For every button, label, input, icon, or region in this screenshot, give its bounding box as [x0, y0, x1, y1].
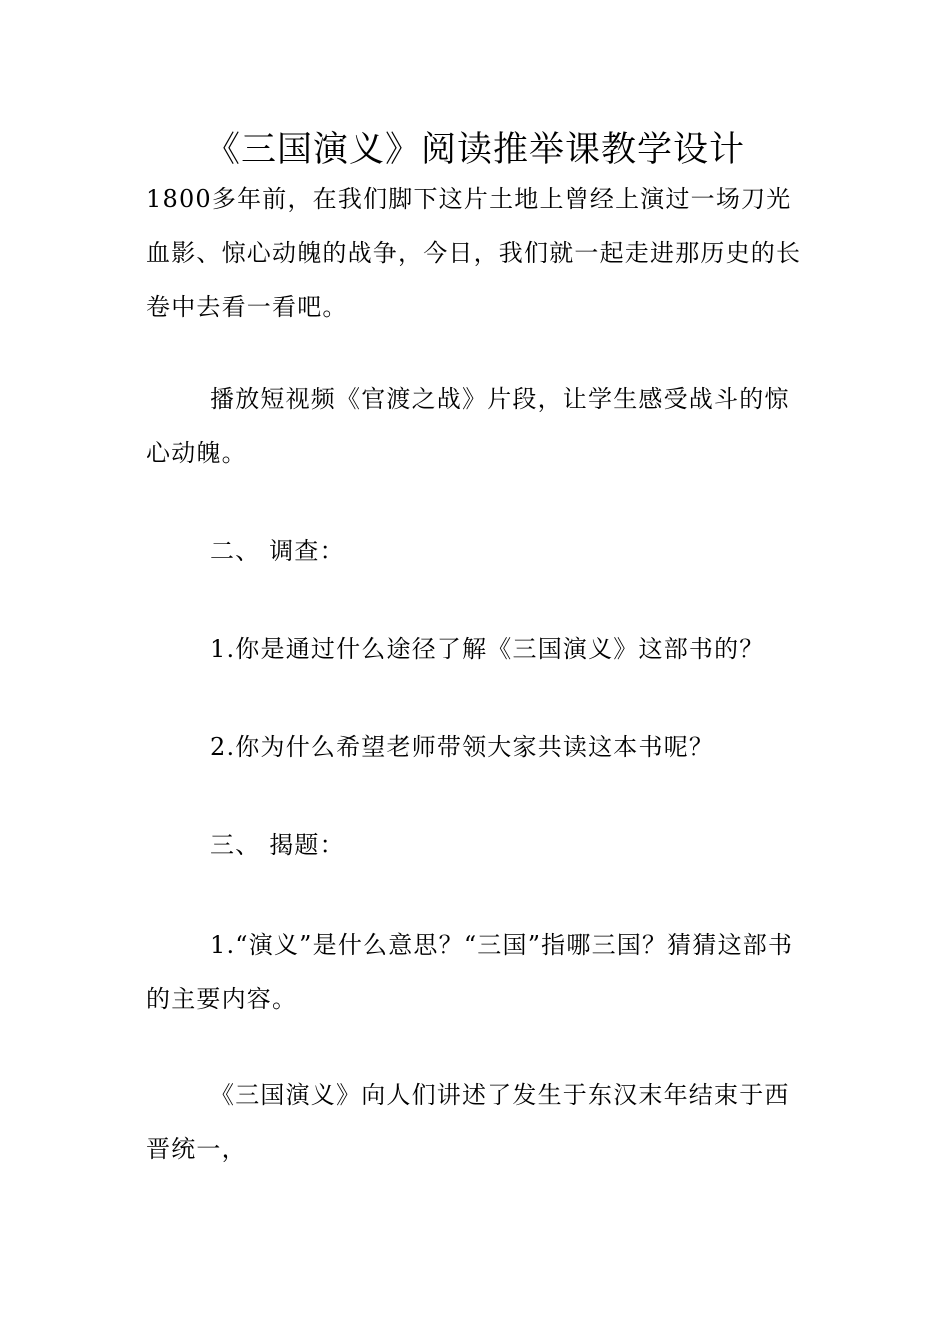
survey-question-2: 2.你为什么希望老师带领大家共读这本书呢？ [210, 733, 715, 761]
video-paragraph: 播放短视频《官渡之战》片段，让学生感受战斗的惊心动魄。 [146, 385, 790, 467]
section-heading-topic: 三、 揭题： [210, 831, 345, 859]
book-summary-paragraph: 《三国演义》向人们讲述了发生于东汉末年结束于西晋统一， [146, 1081, 790, 1163]
section-heading-survey: 二、 调查： [210, 537, 345, 565]
topic-question-1: 1.“演义”是什么意思？“三国”指哪三国？猜猜这部书的主要内容。 [146, 931, 794, 1013]
survey-question-1: 1.你是通过什么途径了解《三国演义》这部书的？ [210, 635, 765, 663]
intro-paragraph: 1800多年前，在我们脚下这片土地上曾经上演过一场刀光血影、惊心动魄的战争，今日，我们就一起走进那历史的长卷中去看一看吧。 [146, 185, 802, 321]
document-title: 《三国演义》阅读推举课教学设计 [204, 130, 745, 170]
